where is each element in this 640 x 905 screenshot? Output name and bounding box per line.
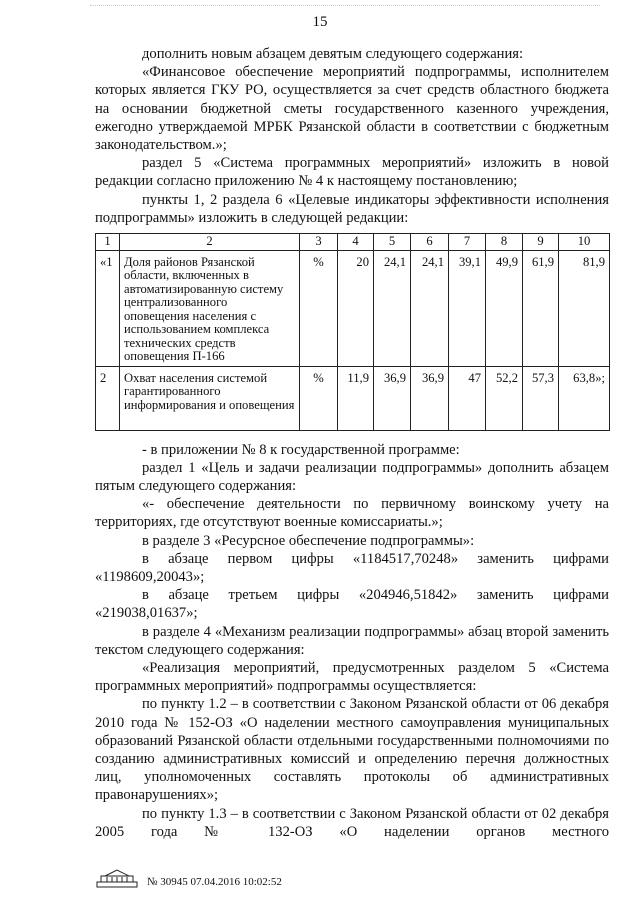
table-cell: 36,9 bbox=[374, 366, 411, 430]
table-header-cell: 2 bbox=[120, 234, 300, 251]
table-header-row bbox=[96, 234, 610, 251]
table-cell: 39,1 bbox=[449, 250, 486, 366]
table-row bbox=[96, 250, 610, 366]
indicators-table bbox=[95, 233, 610, 431]
paragraph: по пункту 1.2 – в соответствии с Законом Рязанской области от 06 декабря 2010 года № 152-ОЗ «О наделении местного самоуправления муниципальных образований Рязанской области отдельными государственными полномочиями по созданию административных комиссий и определению перечня должностных лиц, уполномоченных составлять протоколы об административных правонарушениях»; bbox=[95, 696, 609, 804]
document-footer bbox=[95, 866, 282, 888]
paragraph: «Финансовое обеспечение мероприятий подпрограммы, исполнителем которых является ГКУ РО, осуществляется за счет средств областного бюджета на основании бюджетной сметы государственного казенного учреждения, ежегодно утверждаемой МРБК Рязанской области в соответствии с бюджетным законодательством.»; bbox=[95, 64, 609, 154]
table-header-cell: 1 bbox=[96, 234, 120, 251]
table-cell: 36,9 bbox=[411, 366, 449, 430]
paragraph: - в приложении № 8 к государственной программе: bbox=[142, 441, 460, 458]
table-cell: 61,9 bbox=[523, 250, 559, 366]
table-cell: Доля районов Рязанской области, включенных в автоматизированную систему централизованного оповещения населения с использованием комплекса технических средств оповещения П-166 bbox=[120, 250, 300, 366]
building-emblem-icon bbox=[95, 868, 139, 888]
paragraph: раздел 5 «Система программных мероприятий» изложить в новой редакции согласно приложению № 4 к настоящему постановлению; bbox=[95, 155, 609, 190]
table-cell: % bbox=[300, 250, 338, 366]
paragraph: пункты 1, 2 раздела 6 «Целевые индикаторы эффективности исполнения подпрограммы» изложить в следующей редакции: bbox=[95, 191, 609, 226]
table-cell: 52,2 bbox=[486, 366, 523, 430]
table-header-cell: 7 bbox=[449, 234, 486, 251]
table-cell: 2 bbox=[96, 366, 120, 430]
document-body bbox=[95, 45, 609, 841]
paragraph: дополнить новым абзацем девятым следующего содержания: bbox=[142, 46, 524, 62]
registration-stamp: № 30945 07.04.2016 10:02:52 bbox=[147, 876, 282, 888]
table-header-cell: 8 bbox=[486, 234, 523, 251]
top-scan-line bbox=[90, 5, 600, 10]
table-cell: 11,9 bbox=[338, 366, 374, 430]
table-cell: 63,8»; bbox=[559, 366, 610, 430]
page-number: 15 bbox=[312, 14, 328, 30]
table-cell: 24,1 bbox=[374, 250, 411, 366]
table-cell: 81,9 bbox=[559, 250, 610, 366]
table-cell: % bbox=[300, 366, 338, 430]
table-header-cell: 10 bbox=[559, 234, 610, 251]
table-cell: 47 bbox=[449, 366, 486, 430]
table-cell: 49,9 bbox=[486, 250, 523, 366]
table-cell: 24,1 bbox=[411, 250, 449, 366]
table-cell: «1 bbox=[96, 250, 120, 366]
paragraph: в абзаце третьем цифры «204946,51842» заменить цифрами «219038,01637»; bbox=[95, 587, 609, 622]
table-header-cell: 9 bbox=[523, 234, 559, 251]
paragraph: «- обеспечение деятельности по первичному воинскому учету на территориях, где отсутствуют военные комиссариаты.»; bbox=[95, 496, 609, 531]
paragraph: в абзаце первом цифры «1184517,70248» заменить цифрами «1198609,20043»; bbox=[95, 550, 609, 585]
paragraph: в разделе 3 «Ресурсное обеспечение подпрограммы»: bbox=[142, 532, 475, 549]
table-header-cell: 4 bbox=[338, 234, 374, 251]
table-header-cell: 6 bbox=[411, 234, 449, 251]
table-header-cell: 3 bbox=[300, 234, 338, 251]
paragraph: по пункту 1.3 – в соответствии с Законом Рязанской области от 02 декабря 2005 года № 132-ОЗ «О наделении органов местного bbox=[95, 805, 609, 840]
paragraph: раздел 1 «Цель и задачи реализации подпрограммы» дополнить абзацем пятым следующего содержания: bbox=[95, 459, 609, 494]
table-cell: Охват населения системой гарантированного информирования и оповещения bbox=[120, 366, 300, 430]
table-cell: 57,3 bbox=[523, 366, 559, 430]
paragraph: «Реализация мероприятий, предусмотренных разделом 5 «Система программных мероприятий» подпрограммы осуществляется: bbox=[95, 659, 609, 695]
table-header-cell: 5 bbox=[374, 234, 411, 251]
paragraph: в разделе 4 «Механизм реализации подпрограммы» абзац второй заменить текстом следующего содержания: bbox=[95, 623, 609, 658]
table-row bbox=[96, 366, 610, 430]
table-cell: 20 bbox=[338, 250, 374, 366]
